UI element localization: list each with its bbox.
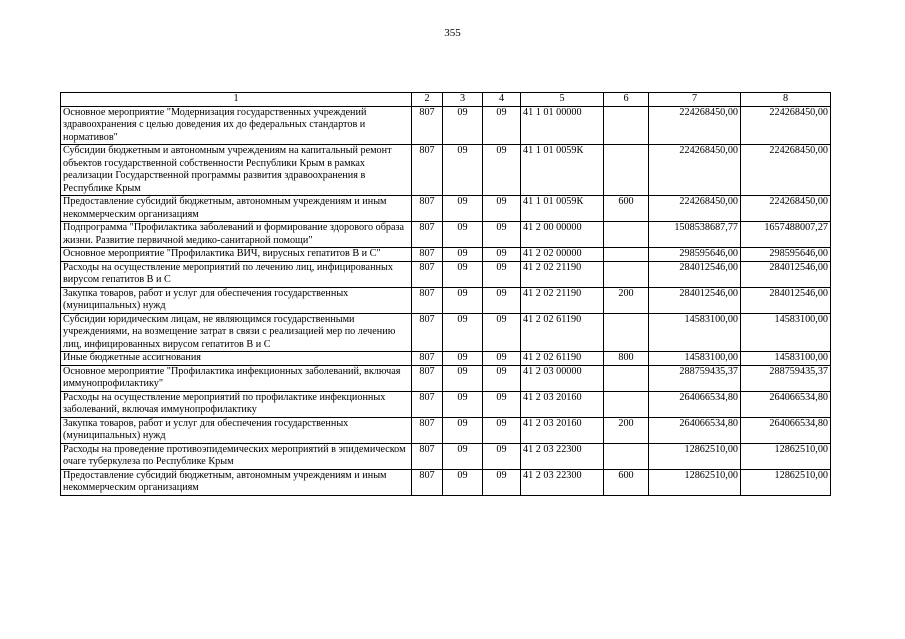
row-grbs: 807 — [412, 287, 443, 313]
table-row — [61, 443, 831, 469]
header-col-3: 3 — [443, 93, 483, 107]
row-sum-year-1: 224268450,00 — [649, 196, 741, 222]
header-col-2: 2 — [412, 93, 443, 107]
row-grbs: 807 — [412, 222, 443, 248]
table-row — [61, 248, 831, 262]
table-row — [61, 417, 831, 443]
row-section: 09 — [443, 261, 483, 287]
row-target-article: 41 1 01 0059К — [521, 196, 604, 222]
row-expense-type — [604, 248, 649, 262]
row-sum-year-2: 12862510,00 — [741, 443, 831, 469]
row-grbs: 807 — [412, 106, 443, 145]
row-sum-year-2: 288759435,37 — [741, 365, 831, 391]
row-sum-year-2: 224268450,00 — [741, 196, 831, 222]
row-name: Закупка товаров, работ и услуг для обеспечения государственных (муниципальных) нужд — [61, 417, 412, 443]
row-name: Основное мероприятие "Модернизация государственных учреждений здравоохранения с целью доведения их до федеральных стандартов и нормативов" — [61, 106, 412, 145]
row-sum-year-1: 12862510,00 — [649, 443, 741, 469]
table-row — [61, 261, 831, 287]
row-grbs: 807 — [412, 391, 443, 417]
row-subsection: 09 — [483, 261, 521, 287]
row-target-article: 41 1 01 0059К — [521, 145, 604, 196]
row-target-article: 41 2 02 00000 — [521, 248, 604, 262]
row-sum-year-1: 288759435,37 — [649, 365, 741, 391]
row-name: Предоставление субсидий бюджетным, автономным учреждениям и иным некоммерческим организациям — [61, 469, 412, 495]
row-section: 09 — [443, 391, 483, 417]
row-expense-type: 200 — [604, 417, 649, 443]
header-col-5: 5 — [521, 93, 604, 107]
row-sum-year-2: 298595646,00 — [741, 248, 831, 262]
row-section: 09 — [443, 443, 483, 469]
row-name: Расходы на проведение противоэпидемических мероприятий в эпидемическом очаге туберкулеза по Республике Крым — [61, 443, 412, 469]
row-expense-type: 800 — [604, 352, 649, 366]
row-grbs: 807 — [412, 145, 443, 196]
row-target-article: 41 2 03 20160 — [521, 417, 604, 443]
row-target-article: 41 1 01 00000 — [521, 106, 604, 145]
row-sum-year-2: 1657488007,27 — [741, 222, 831, 248]
row-expense-type — [604, 443, 649, 469]
row-sum-year-2: 284012546,00 — [741, 287, 831, 313]
table-row — [61, 391, 831, 417]
row-expense-type — [604, 261, 649, 287]
table-body — [61, 106, 831, 495]
row-expense-type — [604, 145, 649, 196]
row-sum-year-2: 284012546,00 — [741, 261, 831, 287]
row-sum-year-2: 264066534,80 — [741, 417, 831, 443]
row-expense-type: 200 — [604, 287, 649, 313]
row-expense-type — [604, 222, 649, 248]
row-target-article: 41 2 00 00000 — [521, 222, 604, 248]
row-name: Субсидии юридическим лицам, не являющимся государственными учреждениями, на возмещение затрат в связи с реализацией мер по лечению лиц, инфицированных вирусом гепатитов В и С — [61, 313, 412, 352]
row-sum-year-2: 12862510,00 — [741, 469, 831, 495]
table-row — [61, 196, 831, 222]
row-sum-year-1: 1508538687,77 — [649, 222, 741, 248]
page-number: 355 — [444, 27, 461, 39]
row-section: 09 — [443, 145, 483, 196]
row-subsection: 09 — [483, 313, 521, 352]
row-target-article: 41 2 03 00000 — [521, 365, 604, 391]
row-name: Субсидии бюджетным и автономным учреждениям на капитальный ремонт объектов государственной собственности Республики Крым в рамках реализации Государственной программы развития здравоохранения в Республике Крым — [61, 145, 412, 196]
row-subsection: 09 — [483, 443, 521, 469]
row-target-article: 41 2 02 21190 — [521, 287, 604, 313]
row-section: 09 — [443, 196, 483, 222]
row-subsection: 09 — [483, 248, 521, 262]
row-sum-year-1: 264066534,80 — [649, 391, 741, 417]
budget-table — [60, 92, 831, 496]
row-grbs: 807 — [412, 443, 443, 469]
row-name: Иные бюджетные ассигнования — [61, 352, 412, 366]
header-col-4: 4 — [483, 93, 521, 107]
header-col-1: 1 — [61, 93, 412, 107]
row-name: Предоставление субсидий бюджетным, автономным учреждениям и иным некоммерческим организациям — [61, 196, 412, 222]
row-sum-year-1: 224268450,00 — [649, 106, 741, 145]
row-sum-year-1: 298595646,00 — [649, 248, 741, 262]
row-section: 09 — [443, 469, 483, 495]
header-col-8: 8 — [741, 93, 831, 107]
row-sum-year-1: 14583100,00 — [649, 313, 741, 352]
row-sum-year-1: 264066534,80 — [649, 417, 741, 443]
row-sum-year-1: 12862510,00 — [649, 469, 741, 495]
row-subsection: 09 — [483, 391, 521, 417]
row-section: 09 — [443, 248, 483, 262]
table-row — [61, 106, 831, 145]
table-row — [61, 222, 831, 248]
header-col-7: 7 — [649, 93, 741, 107]
row-grbs: 807 — [412, 417, 443, 443]
row-grbs: 807 — [412, 352, 443, 366]
row-name: Основное мероприятие "Профилактика ВИЧ, вирусных гепатитов В и С" — [61, 248, 412, 262]
row-sum-year-2: 264066534,80 — [741, 391, 831, 417]
table-header-row — [61, 93, 831, 107]
row-section: 09 — [443, 365, 483, 391]
header-col-6: 6 — [604, 93, 649, 107]
row-subsection: 09 — [483, 365, 521, 391]
row-section: 09 — [443, 352, 483, 366]
row-grbs: 807 — [412, 261, 443, 287]
row-subsection: 09 — [483, 106, 521, 145]
row-sum-year-1: 284012546,00 — [649, 287, 741, 313]
row-name: Расходы на осуществление мероприятий по лечению лиц, инфицированных вирусом гепатитов В и С — [61, 261, 412, 287]
row-sum-year-1: 224268450,00 — [649, 145, 741, 196]
row-name: Закупка товаров, работ и услуг для обеспечения государственных (муниципальных) нужд — [61, 287, 412, 313]
row-expense-type: 600 — [604, 196, 649, 222]
row-name: Подпрограмма "Профилактика заболеваний и формирование здорового образа жизни. Развитие первичной медико-санитарной помощи" — [61, 222, 412, 248]
row-expense-type — [604, 391, 649, 417]
row-sum-year-1: 284012546,00 — [649, 261, 741, 287]
row-grbs: 807 — [412, 365, 443, 391]
row-sum-year-2: 14583100,00 — [741, 352, 831, 366]
row-target-article: 41 2 02 61190 — [521, 352, 604, 366]
row-grbs: 807 — [412, 469, 443, 495]
row-expense-type: 600 — [604, 469, 649, 495]
row-subsection: 09 — [483, 196, 521, 222]
row-target-article: 41 2 03 22300 — [521, 469, 604, 495]
row-subsection: 09 — [483, 417, 521, 443]
row-section: 09 — [443, 106, 483, 145]
row-grbs: 807 — [412, 313, 443, 352]
row-sum-year-1: 14583100,00 — [649, 352, 741, 366]
row-sum-year-2: 224268450,00 — [741, 106, 831, 145]
table-row — [61, 352, 831, 366]
row-sum-year-2: 224268450,00 — [741, 145, 831, 196]
row-section: 09 — [443, 313, 483, 352]
table-row — [61, 365, 831, 391]
row-sum-year-2: 14583100,00 — [741, 313, 831, 352]
row-target-article: 41 2 02 21190 — [521, 261, 604, 287]
row-grbs: 807 — [412, 248, 443, 262]
row-expense-type — [604, 106, 649, 145]
row-name: Основное мероприятие "Профилактика инфекционных заболеваний, включая иммунопрофилактику" — [61, 365, 412, 391]
row-target-article: 41 2 02 61190 — [521, 313, 604, 352]
row-grbs: 807 — [412, 196, 443, 222]
row-section: 09 — [443, 417, 483, 443]
row-target-article: 41 2 03 20160 — [521, 391, 604, 417]
row-expense-type — [604, 365, 649, 391]
table-row — [61, 469, 831, 495]
row-name: Расходы на осуществление мероприятий по профилактике инфекционных заболеваний, включая иммунопрофилактику — [61, 391, 412, 417]
table-row — [61, 145, 831, 196]
row-expense-type — [604, 313, 649, 352]
row-target-article: 41 2 03 22300 — [521, 443, 604, 469]
row-subsection: 09 — [483, 352, 521, 366]
table-row — [61, 313, 831, 352]
row-subsection: 09 — [483, 469, 521, 495]
row-subsection: 09 — [483, 222, 521, 248]
row-subsection: 09 — [483, 287, 521, 313]
row-section: 09 — [443, 287, 483, 313]
table-row — [61, 287, 831, 313]
row-subsection: 09 — [483, 145, 521, 196]
row-section: 09 — [443, 222, 483, 248]
